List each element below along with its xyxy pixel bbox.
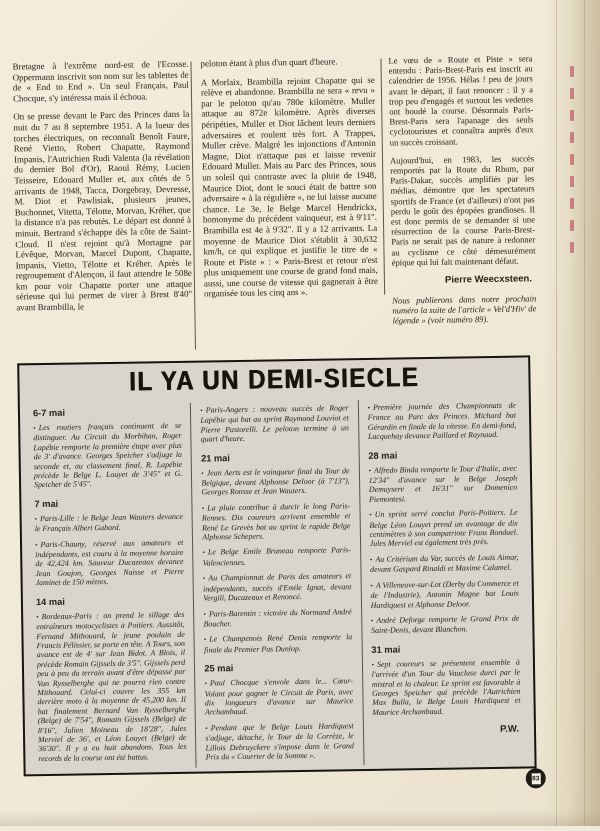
bullet-icon: • bbox=[203, 635, 207, 644]
news-item-text: Au Critérium du Var, succès de Louis Aimar, devant Gaspard Rinaldi et Maxime Calamel. bbox=[370, 552, 519, 575]
news-item-text: Paris-Lille : le Belge Jean Wauters devance le Français Albert Gabard. bbox=[34, 511, 184, 534]
news-item-text: Jean Aerts est le vainqueur final du Tour de Belgique, devant Alphonse Deloor (à 7'13"), Georges Ronsse et Jean Wauters. bbox=[201, 465, 350, 497]
news-item-text: Alfredo Binda remporte le Tour d'Italie, avec 12'34" d'avance sur le Belge Joseph Demuysere et 16'31" sur Domenico Piemontesi. bbox=[368, 463, 518, 504]
news-item bbox=[369, 508, 518, 549]
article-paragraph: Bretagne à l'extrême nord-est de l'Ecosse. Oppermann inscrivit son nom sur les tablettes de de « End to End ». Un seul Français, Paul Chocque, s'y intéressa mais il échoua. bbox=[12, 58, 189, 104]
column-divider bbox=[380, 59, 385, 295]
news-item-text: André Deforge remporte le Grand Prix de Saint-Denis, devant Blanchon. bbox=[371, 613, 520, 636]
news-item bbox=[370, 552, 519, 574]
news-item bbox=[202, 546, 351, 568]
date-heading: 6-7 mai bbox=[32, 407, 66, 419]
news-item bbox=[200, 403, 349, 444]
news-item bbox=[204, 676, 353, 717]
bullet-icon: • bbox=[371, 660, 375, 669]
bullet-icon: • bbox=[201, 469, 204, 478]
news-item bbox=[203, 571, 352, 603]
news-item bbox=[33, 421, 182, 490]
page-edge bbox=[542, 0, 600, 826]
news-item bbox=[202, 501, 351, 542]
news-item bbox=[205, 721, 354, 762]
stitch-mark bbox=[570, 242, 574, 253]
news-item-text: La pluie contribue à durcir le long Paris-Rennes. Dix coureurs arrivent ensemble et René Le Grevès bat au sprint le rapide Belge Alphonse Schepers. bbox=[201, 501, 351, 542]
bullet-icon: • bbox=[368, 466, 372, 475]
demi-siecle-box bbox=[17, 355, 536, 776]
news-item-text: Paris-Angers : nouveau succès de Roger Lapébie qui bat au sprint Raymond Louviot et Pierre Pastorelli. Le peloton termine à un quart d'heure. bbox=[200, 403, 349, 444]
news-item bbox=[203, 607, 352, 629]
bullet-icon: • bbox=[34, 540, 38, 549]
stitch-mark bbox=[570, 198, 574, 209]
page-edge-crease bbox=[556, 0, 557, 826]
news-item bbox=[35, 538, 184, 588]
news-item bbox=[36, 610, 187, 764]
date-heading: 21 mai bbox=[200, 452, 231, 464]
news-item-text: Le Belge Emile Bruneau remporte Paris-Valenciennes. bbox=[202, 545, 351, 568]
news-item bbox=[372, 657, 521, 717]
stitch-mark bbox=[570, 176, 574, 187]
page-bottom-shadow bbox=[0, 810, 600, 826]
news-item bbox=[371, 613, 520, 635]
news-item-text: Au Championnat de Paris des amateurs et indépendants, succès d'Emile Ignat, devant Vergili, Ducazeaux et Renoncé. bbox=[203, 571, 352, 603]
stitch-mark bbox=[570, 110, 574, 121]
news-item-text: Paul Chocque s'envole dans le... Cœur-Volant pour gagner le Circuit de Paris, avec dix longueurs d'avance sur Maurice Archambaud. bbox=[204, 676, 354, 717]
bullet-icon: • bbox=[203, 610, 206, 619]
article-paragraph: A Morlaix, Brambilla rejoint Chapatte qui se relève et abandonne. Brambilla ne sera « revu » par le peloton qu'au 780e kilomètre. Muller attaque au 872e kilomètre. Après diverses péripéties, Muller et Diot lâchent leurs derniers adversaires et roulent très fort. A Trappes, Muller crève. Malgré les injonctions d'Antonin Magne, Diot n'attaque pas et laisse revenir Edouard Muller. Mais au Parc des Princes, sous un soleil qui contraste avec la pluie de 1948, Maurice Diot, dont le souci était de battre son adversaire « à la régulière », ne lui laisse aucune chance. Le 3e, le Belge Marcel Hendrickx, homonyme du précédent vainqueur, est à 9'11". Brambilla est 4e à 9'32". Il y a 12 arrivants. La moyenne de Maurice Diot s'établit à 30,632 km/h, ce qui explique et justifie le titre de « Route et Piste » : « Paris-Brest et retour n'est plus uniquement une course de grand fond mais, aussi, une course de vitesse qui gagnerait à être organisée tous les cinq ans ». bbox=[200, 74, 379, 299]
box-signature: P.W. bbox=[500, 723, 520, 736]
news-item-text: Pendant que le Belge Louis Hardiquest s'adjuge, détaché, le Tour de la Corrèze, le Lillois Debruyckere s'impose dans le Grand Prix du « Courrier de la Somme ». bbox=[205, 720, 354, 762]
news-item bbox=[35, 512, 184, 534]
bullet-icon: • bbox=[36, 612, 39, 621]
news-item-text: Paris-Barentin : victoire du Normand André Boucher. bbox=[203, 606, 352, 629]
article-paragraph: peloton étant à plus d'un quart d'heure. bbox=[200, 56, 338, 69]
news-item-text: Les routiers français continuent de se distinguer. Au Circuit du Morbihan, Roger Lapébie remporte la première étape avec plus de 3' d'avance. Georges Speicher s'adjuge la seconde et, au classement final, R. Lapébie précède le Belge L. Louyet de 3'45" et G. Speicher de 5'45". bbox=[33, 420, 183, 490]
stitch-mark bbox=[570, 66, 574, 77]
news-item bbox=[201, 466, 350, 498]
box-column-3 bbox=[357, 398, 524, 766]
article-paragraph: Le vœu de « Route et Piste » sera entendu : Paris-Brest-Paris est inscrit au calendrier de 1956. Hélas ! peu de jours avant le départ, il faut renoncer : il y a trop peu d'engagés et surtout les vedettes ont boudé la course. Désormais Paris-Brest-Paris sera l'apanage des seuls cyclotouristes et connaîtra auprès d'eux un succès croissant. bbox=[388, 53, 534, 148]
article-column-3 bbox=[388, 53, 536, 334]
box-column-2 bbox=[190, 400, 363, 768]
editor-note: Nous publierons dans notre prochain numéro la suite de l'article « Vel'd'Hiv' de légende » (voir numéro 89). bbox=[392, 293, 537, 327]
bullet-icon: • bbox=[200, 406, 203, 415]
bullet-icon: • bbox=[202, 548, 206, 558]
date-heading: 7 mai bbox=[34, 498, 59, 510]
bullet-icon: • bbox=[201, 504, 205, 513]
bullet-icon: • bbox=[369, 511, 372, 520]
bullet-icon: • bbox=[205, 724, 208, 733]
stitch-mark bbox=[570, 154, 574, 165]
bullet-icon: • bbox=[33, 424, 36, 433]
date-heading: 31 mai bbox=[371, 644, 401, 655]
news-item bbox=[204, 633, 353, 655]
date-heading: 28 mai bbox=[368, 450, 398, 461]
date-heading: 14 mai bbox=[35, 596, 65, 607]
page-edge-crease bbox=[584, 0, 585, 826]
section-title: IL YA UN DEMI-SIECLE bbox=[128, 362, 420, 398]
box-column-1 bbox=[30, 403, 196, 771]
date-heading: 25 mai bbox=[204, 663, 234, 674]
news-item-text: Un sprint serré conclut Paris-Poitiers. Le Belge Léon Louyet prend un avantage de dix centimètres à son compatriote Frans Bonduel. Jules Merviel est également très près. bbox=[369, 507, 518, 549]
page-number: 83 bbox=[531, 773, 540, 784]
news-item-text: Le Champenois René Denis remporte la finale du Premier Pas Dunlop. bbox=[203, 632, 353, 655]
news-item-text: A Villeneuve-sur-Lot (Derby du Commerce et de l'Industrie), Antonin Magne bat Louis Hardiquest et Alphonse Deloor. bbox=[370, 578, 519, 610]
author-signature: Pierre Weecxsteen. bbox=[444, 273, 533, 286]
news-item-text: Bordeaux-Paris : on prend le sillage des entraîneurs motocyclistes à Poitiers. Aussitôt, Fernand Mithouard, le jeune poulain de Francis Pélissier, se porte en tête. A Tours, son avance est de 4' sur Jean Bidot. A Blois, il précède Romain Gijssels de 3'5". Gijssels perd peu à peu du terrain avant d'être dépassé par Van Rysselberghe qui ne pourra rien contre Mithouard. Celui-ci couvre les 355 km derrière moto à la moyenne de 45,200 km. Il bat finalement Bernard Van Rysselberghe (Belge) de 7'54", Romain Gijssels (Belge) de 8'16", Julien Moineau de 18'28", Jules Merviel de 36', et Léon Louyet (Belge) de 36'30". Il y a eu huit abandons. Tous les records de la course ont été battus. bbox=[36, 609, 187, 763]
news-item-text: Paris-Chauny, réservé aux amateurs et indépendants, est couru à la moyenne horaire de 42,424 km. Sauveur Ducazeaux devance Jean Goujon, Georges Naisse et Pierre Jaminet de 150 mètres. bbox=[35, 537, 184, 588]
news-item-text: Sept coureurs se présentent ensemble à l'arrivée d'un Tour du Vaucluse durci par le mistral et la chaleur. Le sprint est favorable à Georges Speicher qui précède l'Autrichien Max Bulla, le Belge Louis Hardiquest et Maurice Archambaud. bbox=[371, 657, 521, 717]
box-columns bbox=[30, 398, 525, 771]
bullet-icon: • bbox=[369, 555, 373, 564]
bullet-icon: • bbox=[34, 514, 38, 524]
bullet-icon: • bbox=[367, 403, 371, 412]
news-item-text: Première journée des Championnats de France au Parc des Princes. Michard bat Gérardin en finale de la vitesse. En demi-fond, Lacquehay devance Paillard et Raynaud. bbox=[367, 400, 517, 442]
news-item bbox=[368, 401, 517, 442]
bullet-icon: • bbox=[370, 581, 373, 590]
article-column-2 bbox=[200, 56, 378, 308]
article-paragraph: Aujourd'hui, en 1983, les succès remportés par la Route du Rhum, par Paris-Dakar, succès amplifiés par les médias, démontre que les spectateurs sportifs de France (et d'ailleurs) n'ont pas perdu le goût des épopées grandioses. Il est donc permis de se demander si une résurrection de la course Paris-Brest-Paris ne serait pas de nature à redonner au cyclisme ce côté démesurément épique qui lui fait maintenant défaut. bbox=[389, 153, 536, 268]
article-column-1 bbox=[12, 59, 192, 321]
bullet-icon: • bbox=[204, 679, 208, 688]
bullet-icon: • bbox=[370, 616, 374, 625]
stitch-mark bbox=[570, 132, 574, 143]
stitch-mark bbox=[570, 220, 574, 231]
news-item bbox=[370, 578, 519, 610]
stitch-mark bbox=[570, 88, 574, 99]
article-paragraph: On se presse devant le Parc des Princes dans la nuit du 7 au 8 septembre 1951. A la lueur des torches électriques, on reconnaît Benoît Faure, René Vietto, Robert Chapatte, Raymond Impanis, l'Autrichien Rudi Valenta (la révélation du dernier Bol d'Or), Raoul Rémy, Lucien Teisseire, Edouard Muller et, aux côtés de 5 arrivants de 1948, Tacca, Dorgebray, Devresse, M. Diot et Pawlisiak, plusieurs jeunes, Buchonnet, Vitetta, Télotte, Morvan, Kréher, que la distance n'a pas rebutés. Le départ est donné à minuit. Bertrand s'échappe dès la côte de Saint-Cloud. Il n'est rejoint qu'à Mortagne par Lévêque, Morvan, Marcel Dupont, Chapatte, Impanis, Vietto, Télotte et Kréher. Après le regroupement d'Alençon, il faut attendre le 508e km pour voir Chapatte porter une attaque sérieuse qui lui permet de virer à Brest 8'40" avant Brambilla, le bbox=[13, 109, 193, 313]
bullet-icon: • bbox=[202, 574, 206, 583]
news-item bbox=[368, 463, 517, 504]
